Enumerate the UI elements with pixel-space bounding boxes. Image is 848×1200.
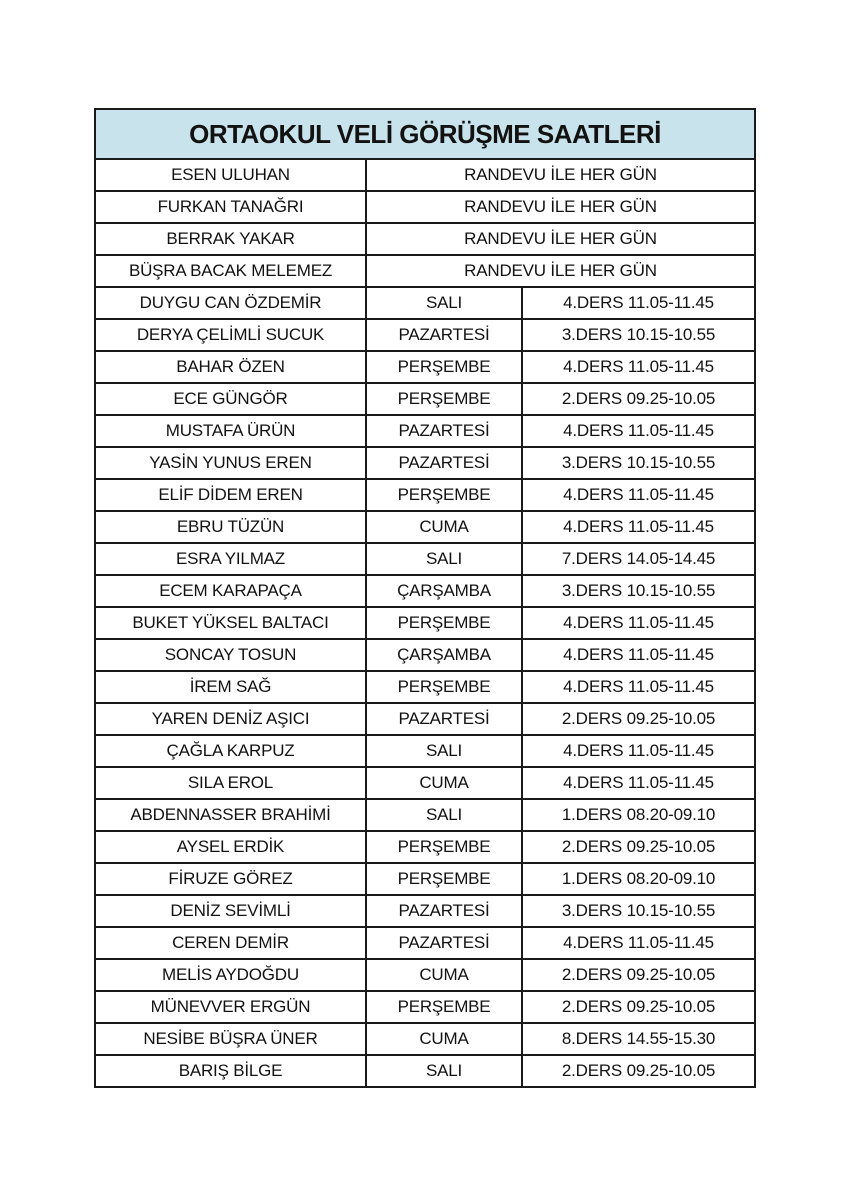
schedule-row <box>95 671 755 703</box>
meeting-time: 2.DERS 09.25-10.05 <box>522 831 755 863</box>
meeting-day: PERŞEMBE <box>366 383 522 415</box>
table-body <box>95 159 755 1087</box>
meeting-time: 4.DERS 11.05-11.45 <box>522 287 755 319</box>
teacher-name: DENİZ SEVİMLİ <box>95 895 366 927</box>
meeting-time: 2.DERS 09.25-10.05 <box>522 703 755 735</box>
teacher-name: BARIŞ BİLGE <box>95 1055 366 1087</box>
meeting-day: PAZARTESİ <box>366 319 522 351</box>
teacher-name: MELİS AYDOĞDU <box>95 959 366 991</box>
meeting-day: PAZARTESİ <box>366 895 522 927</box>
teacher-name: BÜŞRA BACAK MELEMEZ <box>95 255 366 287</box>
teacher-name: ECE GÜNGÖR <box>95 383 366 415</box>
appointment-row <box>95 191 755 223</box>
teacher-name: ECEM KARAPAÇA <box>95 575 366 607</box>
teacher-name: ELİF DİDEM EREN <box>95 479 366 511</box>
appointment-row <box>95 159 755 191</box>
teacher-name: FURKAN TANAĞRI <box>95 191 366 223</box>
schedule-row <box>95 511 755 543</box>
teacher-name: İREM SAĞ <box>95 671 366 703</box>
meeting-day: PERŞEMBE <box>366 831 522 863</box>
meeting-time: 4.DERS 11.05-11.45 <box>522 671 755 703</box>
meeting-day: CUMA <box>366 511 522 543</box>
meeting-day: SALI <box>366 799 522 831</box>
meeting-time: 2.DERS 09.25-10.05 <box>522 383 755 415</box>
table-title: ORTAOKUL VELİ GÖRÜŞME SAATLERİ <box>95 109 755 159</box>
teacher-name: FİRUZE GÖREZ <box>95 863 366 895</box>
schedule-row <box>95 479 755 511</box>
meeting-day: PAZARTESİ <box>366 703 522 735</box>
teacher-name: BERRAK YAKAR <box>95 223 366 255</box>
meeting-time: 3.DERS 10.15-10.55 <box>522 895 755 927</box>
meeting-time: 4.DERS 11.05-11.45 <box>522 767 755 799</box>
meeting-day: SALI <box>366 735 522 767</box>
meeting-time: 4.DERS 11.05-11.45 <box>522 639 755 671</box>
teacher-name: CEREN DEMİR <box>95 927 366 959</box>
meeting-time: 8.DERS 14.55-15.30 <box>522 1023 755 1055</box>
meeting-day: PERŞEMBE <box>366 991 522 1023</box>
schedule-row <box>95 767 755 799</box>
meeting-day: PERŞEMBE <box>366 863 522 895</box>
table-header-row <box>95 109 755 159</box>
meeting-time: 1.DERS 08.20-09.10 <box>522 799 755 831</box>
teacher-name: BUKET YÜKSEL BALTACI <box>95 607 366 639</box>
meeting-time: 4.DERS 11.05-11.45 <box>522 351 755 383</box>
appointment-note: RANDEVU İLE HER GÜN <box>366 159 755 191</box>
meeting-day: CUMA <box>366 767 522 799</box>
teacher-name: MUSTAFA ÜRÜN <box>95 415 366 447</box>
schedule-row <box>95 959 755 991</box>
teacher-name: ESEN ULUHAN <box>95 159 366 191</box>
schedule-row <box>95 607 755 639</box>
meeting-day: PAZARTESİ <box>366 927 522 959</box>
teacher-name: YASİN YUNUS EREN <box>95 447 366 479</box>
schedule-row <box>95 735 755 767</box>
schedule-row <box>95 863 755 895</box>
meeting-time: 3.DERS 10.15-10.55 <box>522 447 755 479</box>
meeting-day: PERŞEMBE <box>366 607 522 639</box>
meeting-time: 2.DERS 09.25-10.05 <box>522 959 755 991</box>
meeting-time: 2.DERS 09.25-10.05 <box>522 1055 755 1087</box>
meeting-day: PAZARTESİ <box>366 447 522 479</box>
meeting-time: 4.DERS 11.05-11.45 <box>522 511 755 543</box>
schedule-row <box>95 831 755 863</box>
teacher-name: SONCAY TOSUN <box>95 639 366 671</box>
meeting-time: 4.DERS 11.05-11.45 <box>522 735 755 767</box>
teacher-name: BAHAR ÖZEN <box>95 351 366 383</box>
schedule-row <box>95 543 755 575</box>
meeting-day: CUMA <box>366 959 522 991</box>
teacher-name: SILA EROL <box>95 767 366 799</box>
schedule-row <box>95 799 755 831</box>
teacher-name: AYSEL ERDİK <box>95 831 366 863</box>
teacher-name: DERYA ÇELİMLİ SUCUK <box>95 319 366 351</box>
meeting-day: ÇARŞAMBA <box>366 575 522 607</box>
meeting-day: PERŞEMBE <box>366 351 522 383</box>
schedule-row <box>95 383 755 415</box>
schedule-row <box>95 351 755 383</box>
meeting-time: 3.DERS 10.15-10.55 <box>522 319 755 351</box>
appointment-note: RANDEVU İLE HER GÜN <box>366 223 755 255</box>
meeting-day: SALI <box>366 1055 522 1087</box>
teacher-name: YAREN DENİZ AŞICI <box>95 703 366 735</box>
teacher-name: ÇAĞLA KARPUZ <box>95 735 366 767</box>
schedule-row <box>95 415 755 447</box>
schedule-row <box>95 287 755 319</box>
teacher-name: EBRU TÜZÜN <box>95 511 366 543</box>
teacher-name: MÜNEVVER ERGÜN <box>95 991 366 1023</box>
schedule-row <box>95 703 755 735</box>
schedule-row <box>95 319 755 351</box>
appointment-row <box>95 255 755 287</box>
meeting-time: 4.DERS 11.05-11.45 <box>522 415 755 447</box>
schedule-row <box>95 1055 755 1087</box>
meeting-time: 1.DERS 08.20-09.10 <box>522 863 755 895</box>
meeting-time: 2.DERS 09.25-10.05 <box>522 991 755 1023</box>
schedule-row <box>95 991 755 1023</box>
appointment-note: RANDEVU İLE HER GÜN <box>366 191 755 223</box>
teacher-name: ABDENNASSER BRAHİMİ <box>95 799 366 831</box>
appointment-note: RANDEVU İLE HER GÜN <box>366 255 755 287</box>
schedule-row <box>95 1023 755 1055</box>
appointment-row <box>95 223 755 255</box>
teacher-name: DUYGU CAN ÖZDEMİR <box>95 287 366 319</box>
meeting-day: CUMA <box>366 1023 522 1055</box>
meeting-day: PERŞEMBE <box>366 479 522 511</box>
meeting-day: SALI <box>366 543 522 575</box>
meeting-time: 7.DERS 14.05-14.45 <box>522 543 755 575</box>
teacher-name: ESRA YILMAZ <box>95 543 366 575</box>
schedule-row <box>95 447 755 479</box>
meeting-time: 4.DERS 11.05-11.45 <box>522 607 755 639</box>
meeting-time: 3.DERS 10.15-10.55 <box>522 575 755 607</box>
teacher-name: NESİBE BÜŞRA ÜNER <box>95 1023 366 1055</box>
schedule-row <box>95 575 755 607</box>
meeting-time: 4.DERS 11.05-11.45 <box>522 927 755 959</box>
schedule-row <box>95 639 755 671</box>
meeting-schedule-table <box>94 108 756 1088</box>
schedule-row <box>95 895 755 927</box>
meeting-day: PAZARTESİ <box>366 415 522 447</box>
meeting-day: SALI <box>366 287 522 319</box>
meeting-time: 4.DERS 11.05-11.45 <box>522 479 755 511</box>
meeting-day: ÇARŞAMBA <box>366 639 522 671</box>
meeting-day: PERŞEMBE <box>366 671 522 703</box>
schedule-row <box>95 927 755 959</box>
